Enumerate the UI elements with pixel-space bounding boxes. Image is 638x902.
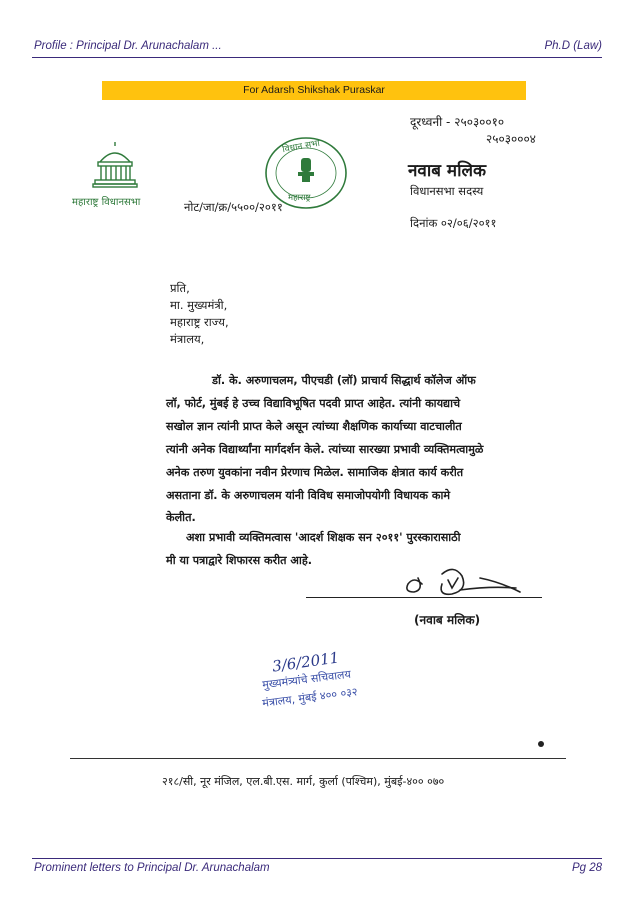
body-line: त्यांनी अनेक विद्यार्थ्यांना मार्गदर्शन केले. त्यांच्या सारख्या प्रभावी व्यक्तिमत्वामुळे <box>166 443 484 456</box>
letter-date: दिनांक ०२/०६/२०११ <box>410 216 497 230</box>
sender-name: नवाब मलिक <box>408 161 487 181</box>
phone-label: दूरध्वनी - <box>410 115 451 129</box>
phone-row-1 <box>410 113 504 130</box>
stamp-line-2: मंत्रालय, मुंबई ४०० ०३२ <box>261 685 359 710</box>
recipient-line: मंत्रालय, <box>170 332 205 346</box>
header-rule <box>32 57 602 58</box>
page-header-left: Profile : Principal Dr. Arunachalam ... <box>34 40 222 52</box>
body-line: डॉ. के. अरुणाचलम, पीएचडी (लॉ) प्राचार्य सिद्धार्थ कॉलेज ऑफ <box>212 374 476 387</box>
body-line: लॉ, फोर्ट, मुंबई हे उच्च विद्याविभूषित पदवी प्राप्त आहेत. त्यांनी कायद्याचे <box>166 397 461 410</box>
letterhead-address: २१८/सी, नूर मंजिल, एल.बी.एस. मार्ग, कुर्ला (पश्चिम), मुंबई-४०० ०७० <box>162 775 445 788</box>
body-line: असताना डॉ. के अरुणाचलम यांनी विविध समाजोपयोगी विधायक कामे <box>166 489 451 502</box>
building-icon <box>92 140 138 190</box>
sender-designation: विधानसभा सदस्य <box>410 184 484 198</box>
stamp-line-1: मुख्यमंत्र्यांचे सचिवालय <box>261 667 352 692</box>
seal-top-text: विधान सभा <box>281 138 321 156</box>
ink-dot <box>538 741 544 747</box>
signature-icon <box>330 560 570 610</box>
seal-bottom-text: महाराष्ट्र <box>288 193 311 203</box>
vidhan-bhavan-emblem <box>92 140 138 190</box>
recipient-line: महाराष्ट्र राज्य, <box>170 315 229 329</box>
body-line: अनेक तरुण युवकांना नवीन प्रेरणाच मिळेल. सामाजिक क्षेत्रात कार्य करीत <box>166 466 464 479</box>
stamp-handwritten-date: 3/6/2011 <box>271 648 341 676</box>
reference-number: नोट/जा/क्र/५५००/२०११ <box>184 200 283 214</box>
address-rule <box>70 758 566 759</box>
recipient-line: प्रति, <box>170 281 190 295</box>
closing-line: अशा प्रभावी व्यक्तिमत्वास 'आदर्श शिक्षक सन २०११' पुरस्कारासाठी <box>186 531 461 544</box>
emblem-caption: महाराष्ट्र विधानसभा <box>72 197 141 208</box>
page-number: Pg 28 <box>571 862 602 874</box>
handwritten-signature <box>330 560 570 610</box>
body-line: केलीत. <box>166 511 196 524</box>
phone-number-1: २५०३००१० <box>454 115 505 129</box>
signature-line <box>306 597 542 598</box>
body-line: सखोल ज्ञान त्यांनी प्राप्त केले असून त्यांच्या शैक्षणिक कार्याच्या वाटचालीत <box>166 420 462 433</box>
signatory-name: (नवाब मलिक) <box>414 613 481 627</box>
closing-line: मी या पत्राद्वारे शिफारस करीत आहे. <box>166 554 313 567</box>
recipient-line: मा. मुख्यमंत्री, <box>170 298 228 312</box>
phone-number-2: २५०३०००४ <box>486 132 536 146</box>
footer-rule <box>32 858 602 859</box>
award-banner: For Adarsh Shikshak Puraskar <box>102 81 526 100</box>
page-footer-left: Prominent letters to Principal Dr. Arunachalam <box>34 862 270 874</box>
page-header-right: Ph.D (Law) <box>544 40 602 52</box>
recipient-block <box>170 280 229 348</box>
